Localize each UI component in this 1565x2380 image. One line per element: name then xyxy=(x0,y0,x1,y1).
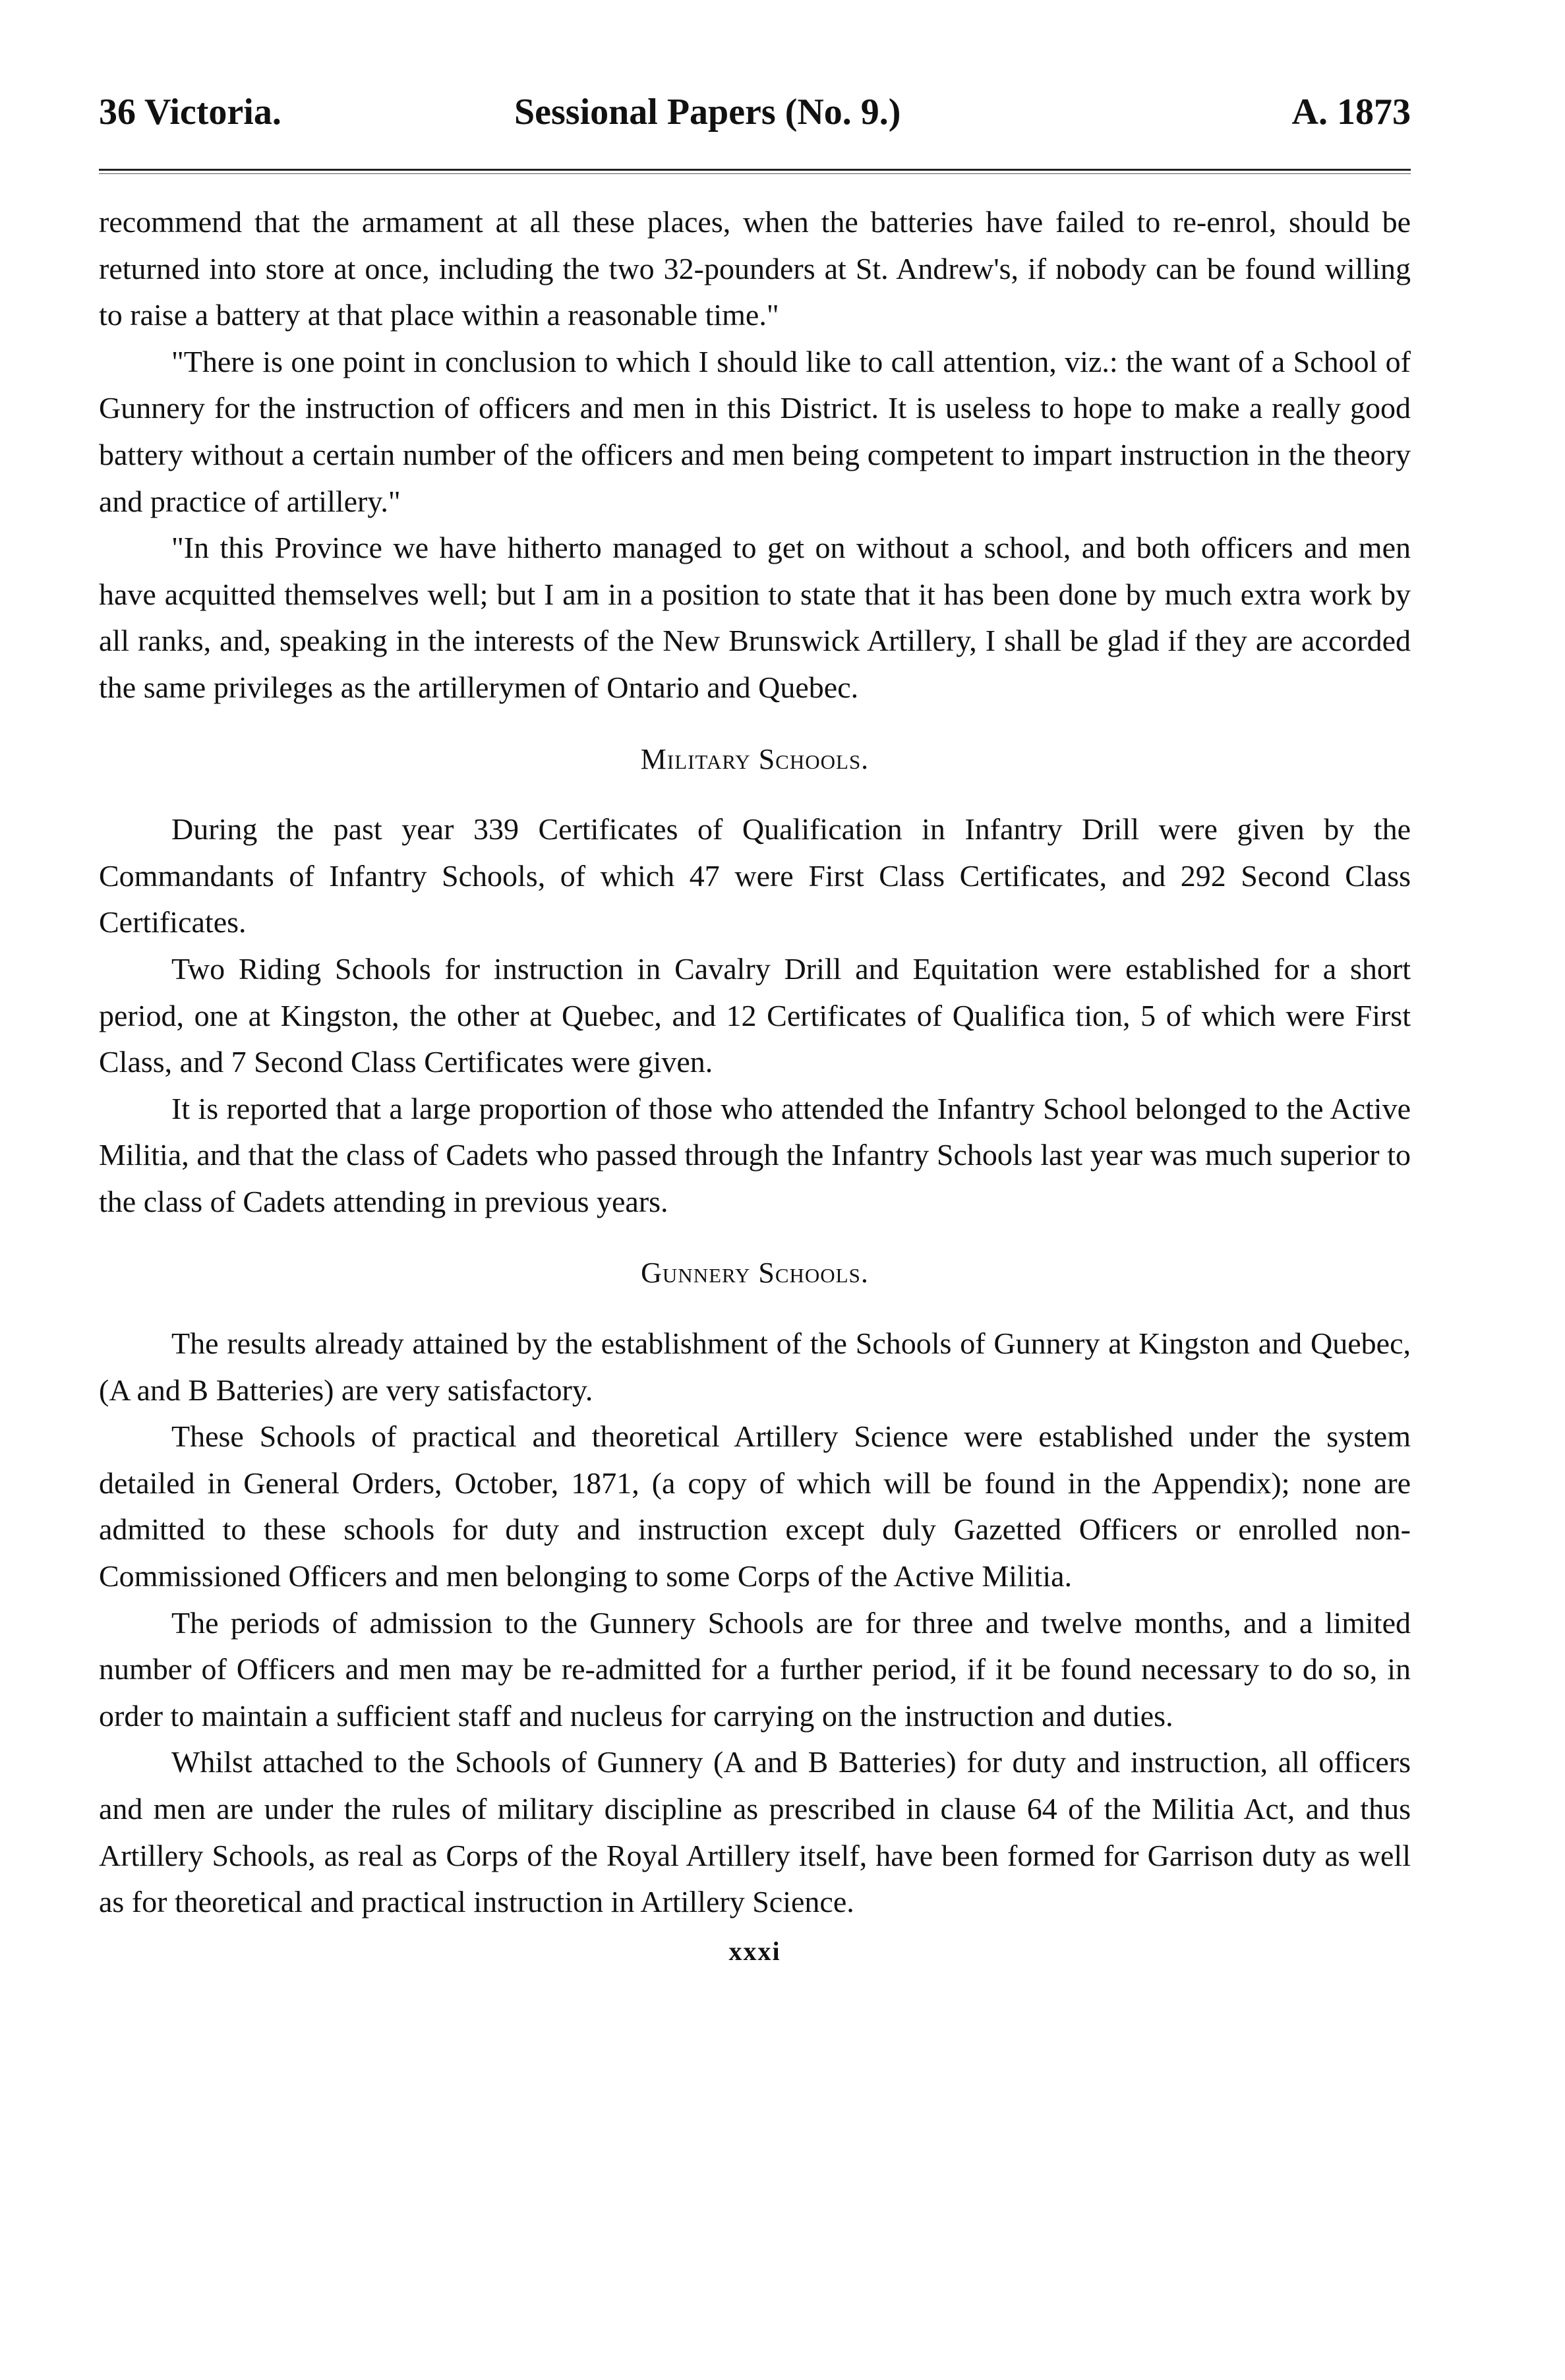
section-heading-gunnery-schools: Gunnery Schools. xyxy=(641,1257,869,1290)
section-heading-military-schools: Military Schools. xyxy=(640,742,870,775)
header-title: Sessional Papers (No. 9.) xyxy=(514,92,901,133)
paragraph-2: "There is one point in conclusion to which I should like to call attention, viz.: the want of a School of Gunnery for the instruction of officers and men in this District. It is useless to hope to make a really good battery without a certain number of the officers and men being competent to impart instruction in the theory and practice of artillery." xyxy=(99,344,1411,518)
paragraph-1: recommend that the armament at all these places, when the batteries have failed to re-enrol, should be returned into store at once, including the two 32-pounders at St. Andrew's, if nobody can be found willing to raise a battery at that place within a reasonable time." xyxy=(99,205,1411,332)
paragraph-3: "In this Province we have hitherto managed to get on without a school, and both officers and men have acquitted themselves well; but I am in a position to state that it has been done by much extra work by all ranks, and, speaking in the interests of the New Brunswick Artillery, I shall be glad if they are accorded the same privileges as the artillerymen of Ontario and Quebec. xyxy=(99,531,1411,704)
paragraph-7: The results already attained by the establishment of the Schools of Gunnery at Kingston and Quebec, (A and B Batteries) are very satisfactory. xyxy=(99,1326,1411,1407)
paragraph-8: These Schools of practical and theoretical Artillery Science were established under the system detailed in General Orders, October, 1871, (a copy of which will be found in the Appendix); none are admitted to these schools for duty and instruction except duly Gazetted Officers or enrolled non-Commissioned Officers and men belonging to some Corps of the Active Militia. xyxy=(99,1419,1411,1593)
page-number: xxxi xyxy=(728,1936,781,1966)
paragraph-10: Whilst attached to the Schools of Gunnery (A and B Batteries) for duty and instruction, all officers and men are under the rules of military discipline as prescribed in clause 64 of the Militia Act, and thus Artillery Schools, as real as Corps of the Royal Artillery itself, have been formed for Garrison duty as well as for theoretical and practical instruction in Artillery Science. xyxy=(99,1745,1411,1919)
header-year: A. 1873 xyxy=(1291,92,1411,133)
paragraph-5: Two Riding Schools for instruction in Cavalry Drill and Equitation were established for a short period, one at Kingston, the other at Quebec, and 12 Certificates of Qualifica tion, 5 of which were First Class, and 7 Second Class Certificates were given. xyxy=(99,951,1411,1079)
header-rule xyxy=(99,169,1411,174)
document-page xyxy=(99,79,1411,1975)
paragraph-6: It is reported that a large proportion of those who attended the Infantry School belonged to the Active Militia, and that the class of Cadets who passed through the Infantry Schools last year was much superior to the class of Cadets attending in previous years. xyxy=(99,1091,1411,1218)
body-text xyxy=(99,199,1411,1975)
paragraph-9: The periods of admission to the Gunnery Schools are for three and twelve months, and a limited number of Officers and men may be re-admitted for a further period, if it be found necessary to do so, in order to maintain a sufficient staff and nucleus for carrying on the instruction and duties. xyxy=(99,1605,1411,1733)
header-volume: 36 Victoria. xyxy=(99,92,281,133)
running-header xyxy=(99,79,1411,145)
paragraph-4: During the past year 339 Certificates of Qualification in Infantry Drill were given by the Commandants of Infantry Schools, of which 47 were First Class Certificates, and 292 Second Class Certificates. xyxy=(99,812,1411,939)
